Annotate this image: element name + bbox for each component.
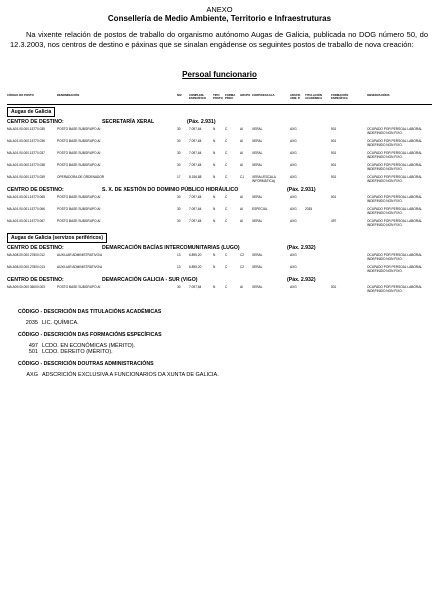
table-header	[7, 92, 432, 105]
cell-7: XERAL	[252, 127, 263, 131]
cell-5: C	[225, 253, 228, 257]
centre-heading	[7, 118, 432, 126]
cell-4: N	[213, 285, 216, 289]
cell-10: 501	[331, 195, 337, 199]
cell-2: 30	[177, 207, 181, 211]
table-row	[7, 162, 432, 172]
cell-11: OCUPADO POR PERSOAL LABORAL INDEFINIDO NON FIXO.	[367, 139, 422, 147]
cell-3: 6.895,20	[189, 253, 202, 257]
cell-5: C	[225, 151, 228, 155]
cell-0: MA.A01.00.001.15770.067	[7, 219, 45, 223]
col-denominacion: DENOMINACIÓN	[57, 93, 80, 97]
cell-7: XERAL	[252, 151, 263, 155]
centre-name: DEMARCACIÓN BACÍAS INTERCOMUNITARIAS (LUGO)	[102, 245, 240, 251]
centre-name: SECRETARÍA XERAL	[102, 119, 155, 125]
code-section-title: CÓDIGO - DESCRICIÓN DAS TITULACIÓNS ACADÉMICAS	[18, 309, 162, 315]
col-formacion: FORMACIÓN ESPECÍFICA	[331, 93, 349, 101]
centre-page: (Páx. 2.931)	[187, 119, 216, 125]
cell-7: XERAL	[252, 163, 263, 167]
cell-4: N	[213, 219, 216, 223]
cell-2: 17	[177, 175, 181, 179]
col-codigo: CÓDIGO DO POSTO	[7, 93, 34, 97]
cell-6: AI	[240, 139, 244, 143]
code-description: LCDO. DEREITO (MÉRITO).	[42, 349, 113, 355]
table-row	[7, 284, 432, 294]
centre-label: CENTRO DE DESTINO:	[7, 119, 64, 125]
table-row	[7, 194, 432, 204]
table-row	[7, 150, 432, 160]
code-key: AXG	[26, 372, 38, 378]
cell-2: 30	[177, 139, 181, 143]
table-row	[7, 264, 432, 274]
cell-5: C	[225, 207, 228, 211]
cell-6: AI	[240, 219, 244, 223]
centre-heading	[7, 244, 432, 252]
cell-3: 7.097,64	[189, 219, 202, 223]
cell-10: 501	[331, 139, 337, 143]
cell-1: POSTO BASE SUBGRUPO AI	[57, 207, 101, 211]
cell-6: AI	[240, 151, 244, 155]
centre-name: S. X. DE XESTIÓN DO DOMINIO PÚBLICO HIDRÁULICO	[102, 187, 239, 193]
cell-1: OPERADORA DE ORDENADOR	[57, 175, 105, 179]
intro-paragraph: Na vixente relación de postos de traballo do organismo autónomo Augas de Galicia, publicada no DOG número 50, do 12.3.2003, nos centros de destino e páxinas que se sinalan engádense os seguintes postos de traballo de nova creación:	[10, 30, 428, 49]
cell-5: C	[225, 195, 228, 199]
col-titulacion: TITULACIÓN ACADÉMICA	[305, 93, 323, 101]
cell-8: AXG	[290, 163, 297, 167]
col-observacions: OBSERVACIÓNS	[367, 93, 390, 97]
cell-5: C	[225, 127, 228, 131]
code-section-title: CÓDIGO - DESCRICIÓN DAS FORMACIÓNS ESPECÍFICAS	[18, 332, 162, 338]
cell-4: N	[213, 127, 216, 131]
cell-10: 501	[331, 285, 337, 289]
code-description: ADSCRICIÓN EXCLUSIVA A FUNCIONARIOS DA XUNTA DE GALICIA.	[42, 372, 219, 378]
cell-6: C1	[240, 175, 245, 179]
cell-1: POSTO BASE SUBGRUPO AI	[57, 219, 101, 223]
cell-11: OCUPADO POR PERSOAL LABORAL INDEFINIDO NON FIXO.	[367, 195, 422, 203]
cell-6: C2	[240, 253, 245, 257]
cell-0: MA.A08.00.000.27800.013	[7, 265, 45, 269]
cell-11: OCUPADO POR PERSOAL LABORAL INDEFINIDO NON FIXO.	[367, 265, 422, 273]
cell-11: OCUPADO POR PERSOAL LABORAL INDEFINIDO NON FIXO.	[367, 151, 422, 159]
col-niv: NIV.	[177, 93, 183, 97]
cell-5: C	[225, 175, 228, 179]
cell-11: OCUPADO POR PERSOAL LABORAL INDEFINIDO NON FIXO.	[367, 285, 422, 293]
cell-7: XERAL	[252, 139, 263, 143]
cell-4: N	[213, 175, 216, 179]
cell-2: 30	[177, 163, 181, 167]
cell-7: XERAL	[252, 219, 263, 223]
cell-3: 8.156,88	[189, 175, 202, 179]
cell-0: MA.A01.00.000.15770.038	[7, 163, 45, 167]
cell-7: XERAL	[252, 265, 263, 269]
cell-8: AXG	[290, 175, 297, 179]
centre-label: CENTRO DE DESTINO:	[7, 245, 64, 251]
centre-heading	[7, 276, 432, 284]
cell-0: MA.A01.00.001.15770.065	[7, 195, 45, 199]
cell-4: N	[213, 139, 216, 143]
cell-4: N	[213, 265, 216, 269]
cell-2: 30	[177, 285, 181, 289]
cell-8: AXG	[290, 219, 297, 223]
cell-2: 30	[177, 195, 181, 199]
col-complemento: COMPLEM. ESPECÍFICO	[189, 93, 206, 101]
cell-11: OCUPADO POR PERSOAL LABORAL INDEFINIDO NON FIXO.	[367, 253, 422, 261]
cell-7: XERAL	[252, 253, 263, 257]
code-key: 2035	[25, 320, 38, 326]
cell-3: 6.895,20	[189, 265, 202, 269]
cell-8: AXG	[290, 139, 297, 143]
cell-6: AI	[240, 195, 244, 199]
cell-6: AI	[240, 285, 244, 289]
col-adscr: ADSCR. ADM. P.	[290, 93, 301, 101]
cell-9: 2035	[305, 207, 313, 211]
cell-0: MA.A01.00.001.15770.066	[7, 207, 45, 211]
cell-8: AXG	[290, 265, 297, 269]
code-section-title: CÓDIGO - DESCRICIÓN DOUTRAS ADMINISTRACIÓNS	[18, 361, 154, 367]
cell-2: 30	[177, 151, 181, 155]
cell-3: 7.097,64	[189, 195, 202, 199]
centre-page: (Páx. 2.932)	[287, 277, 316, 283]
cell-2: 13	[177, 253, 181, 257]
cell-8: AXG	[290, 207, 297, 211]
centre-page: (Páx. 2.932)	[287, 245, 316, 251]
cell-1: POSTO BASE SUBGRUPO AI	[57, 139, 101, 143]
cell-0: MA.A01.00.000.15770.036	[7, 139, 45, 143]
cell-8: AXG	[290, 151, 297, 155]
cell-2: 30	[177, 127, 181, 131]
table-row	[7, 138, 432, 148]
cell-11: OCUPADO POR PERSOAL LABORAL INDEFINIDO NON FIXO.	[367, 163, 422, 171]
cell-3: 7.097,64	[189, 139, 202, 143]
cell-6: AI	[240, 127, 244, 131]
cell-5: C	[225, 265, 228, 269]
cell-4: N	[213, 253, 216, 257]
table-row	[7, 218, 432, 228]
cell-4: N	[213, 195, 216, 199]
cell-10: 497	[331, 219, 337, 223]
cell-0: MA.A01.00.000.15770.035	[7, 127, 45, 131]
section-title: Persoal funcionario	[182, 70, 257, 79]
code-key: 497	[28, 343, 38, 349]
code-description: LIC. QUÍMICA.	[42, 320, 79, 326]
cell-6: AI	[240, 163, 244, 167]
group-box-label: Augas de Galicia	[7, 107, 55, 117]
table-row	[7, 252, 432, 262]
table-row	[7, 206, 432, 216]
cell-11: OCUPADO POR PERSOAL LABORAL INDEFINIDO NON FIXO.	[367, 219, 422, 227]
cell-3: 7.097,64	[189, 163, 202, 167]
cell-7: XERAL/ESCALA INFORMÁTICA)	[252, 175, 276, 183]
col-grupo: GRUPO	[240, 93, 251, 97]
cell-3: 7.097,64	[189, 285, 202, 289]
cell-6: AI	[240, 207, 244, 211]
cell-5: C	[225, 163, 228, 167]
cell-10: 501	[331, 163, 337, 167]
cell-10: 501	[331, 151, 337, 155]
cell-11: OCUPADO POR PERSOAL LABORAL INDEFINIDO NON FIXO.	[367, 175, 422, 183]
cell-3: 7.097,64	[189, 127, 202, 131]
cell-5: C	[225, 285, 228, 289]
group-box-label: Augas de Galicia (servizos periféricos)	[7, 233, 107, 243]
table-row	[7, 126, 432, 136]
cell-0: MA.A01.00.000.15770.039	[7, 175, 45, 179]
department-title: Consellería de Medio Ambiente, Territorio e Infraestruturas	[107, 14, 332, 23]
cell-7: ESPECIAL	[252, 207, 268, 211]
col-forma: FORMA PROV.	[225, 93, 236, 101]
cell-4: N	[213, 151, 216, 155]
cell-1: POSTO BASE SUBGRUPO AI	[57, 285, 101, 289]
cell-10: 501	[331, 175, 337, 179]
centre-page: (Páx. 2.931)	[287, 187, 316, 193]
cell-3: 7.097,64	[189, 151, 202, 155]
cell-11: OCUPADO POR PERSOAL LABORAL INDEFINIDO NON FIXO.	[367, 127, 422, 135]
cell-1: POSTO BASE SUBGRUPO AI	[57, 195, 101, 199]
cell-7: XERAL	[252, 195, 263, 199]
cell-0: MA.A09.00.000.36000.003	[7, 285, 45, 289]
cell-5: C	[225, 139, 228, 143]
code-key: 501	[28, 349, 38, 355]
cell-4: N	[213, 207, 216, 211]
cell-10: 501	[331, 127, 337, 131]
cell-4: N	[213, 163, 216, 167]
cell-8: AXG	[290, 253, 297, 257]
table-row	[7, 174, 432, 184]
cell-1: POSTO BASE SUBGRUPO AI	[57, 163, 101, 167]
cell-1: POSTO BASE SUBGRUPO AI	[57, 127, 101, 131]
centre-label: CENTRO DE DESTINO:	[7, 187, 64, 193]
cell-2: 30	[177, 219, 181, 223]
cell-5: C	[225, 219, 228, 223]
centre-label: CENTRO DE DESTINO:	[7, 277, 64, 283]
cell-8: AXG	[290, 285, 297, 289]
cell-1: AUXILIAR ADMINISTRATIVO/A	[57, 265, 103, 269]
col-corpo: CORPO/ESCALA	[252, 93, 275, 97]
cell-2: 13	[177, 265, 181, 269]
annex-heading: ANEXO	[206, 5, 233, 14]
cell-1: POSTO BASE SUBGRUPO AI	[57, 151, 101, 155]
cell-8: AXG	[290, 127, 297, 131]
centre-heading	[7, 186, 432, 194]
code-description: LCDO. EN ECONÓMICAS (MÉRITO).	[42, 343, 136, 349]
cell-0: MA.A01.00.000.15770.037	[7, 151, 45, 155]
centre-name: DEMARCACIÓN GALICIA - SUR (VIGO)	[102, 277, 198, 283]
cell-0: MA.A08.00.000.27800.012	[7, 253, 45, 257]
cell-7: XERAL	[252, 285, 263, 289]
cell-8: AXG	[290, 195, 297, 199]
cell-6: C2	[240, 265, 245, 269]
cell-1: AUXILIAR ADMINISTRATIVO/A	[57, 253, 103, 257]
cell-11: OCUPADO POR PERSOAL LABORAL INDEFINIDO NON FIXO.	[367, 207, 422, 215]
col-tipo: TIPO POSTO	[213, 93, 223, 101]
cell-3: 7.097,64	[189, 207, 202, 211]
